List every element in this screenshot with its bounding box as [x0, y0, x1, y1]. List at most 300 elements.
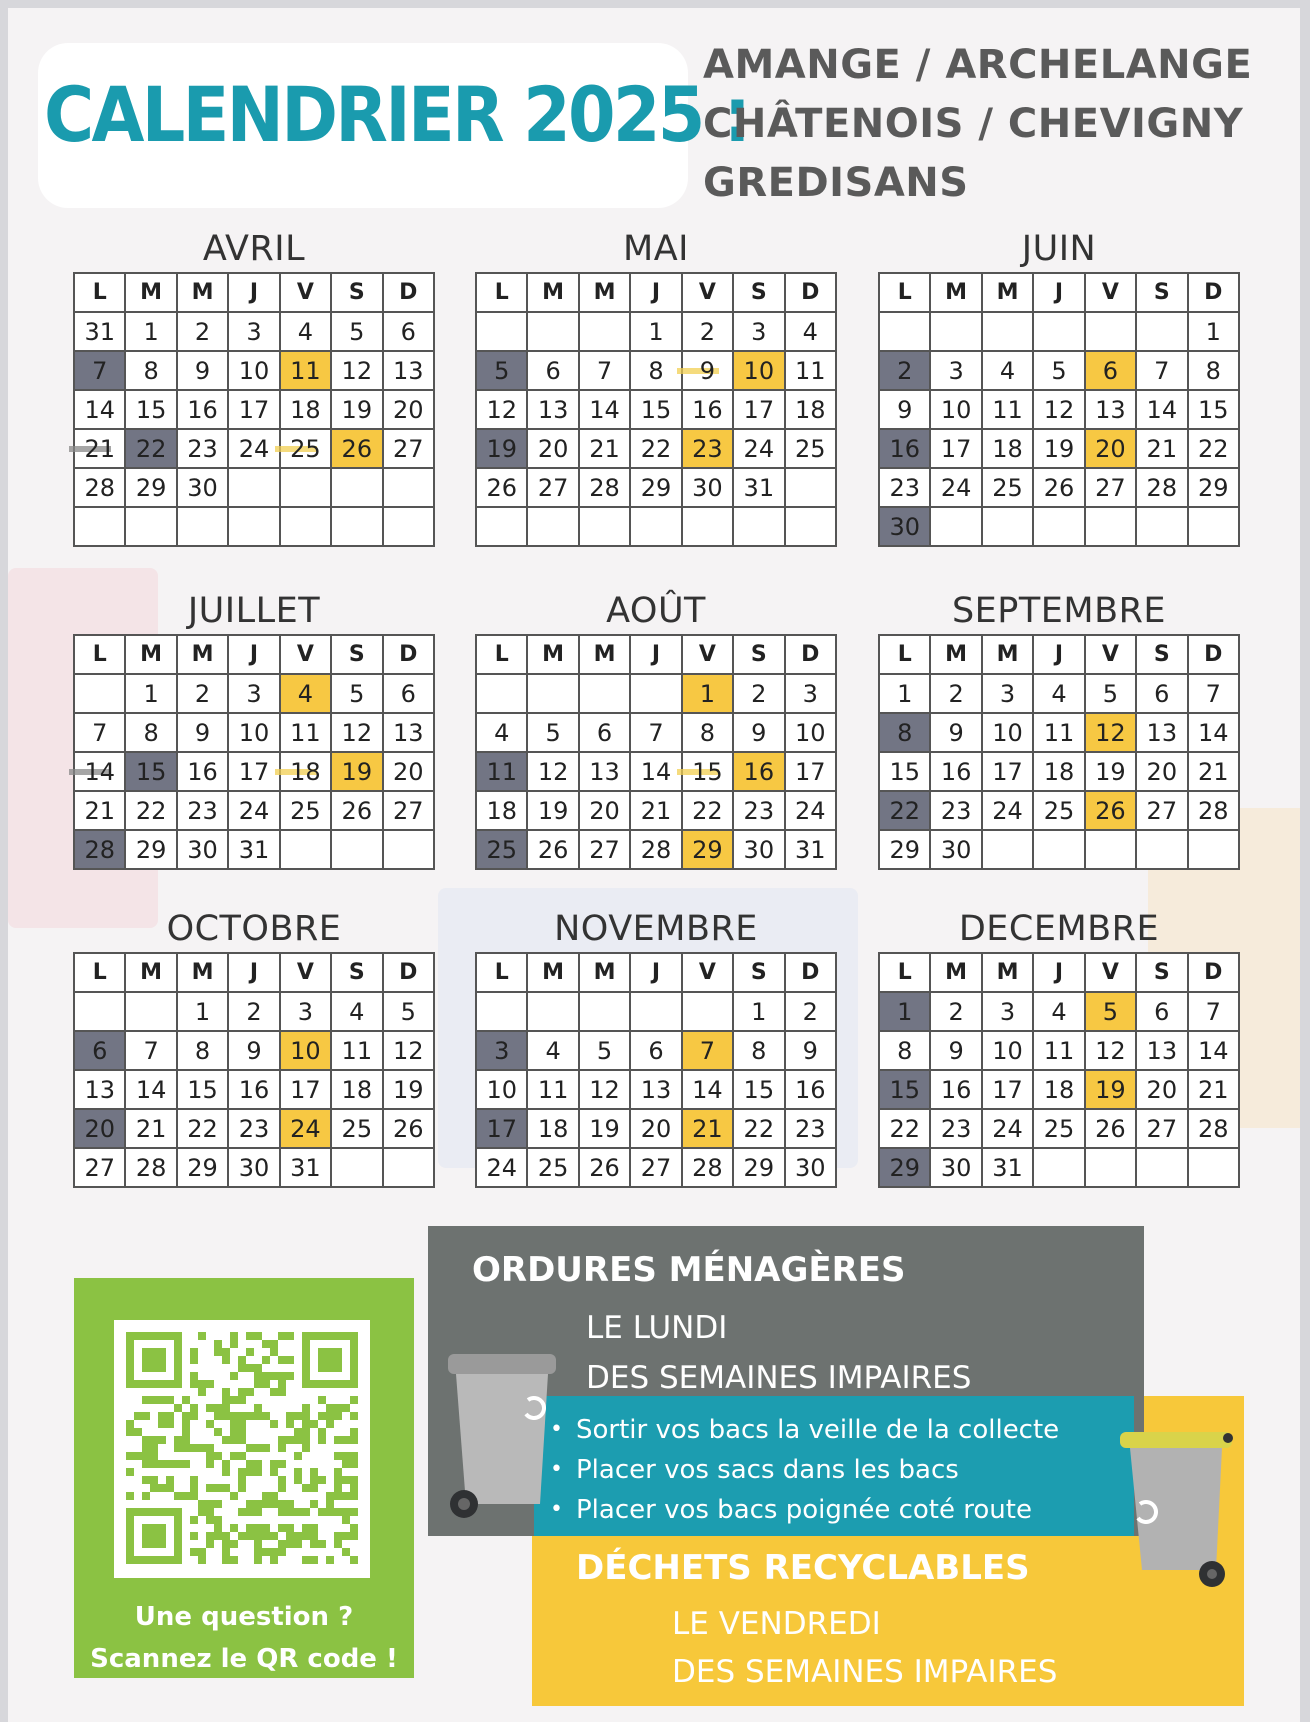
day-cell [383, 1031, 434, 1070]
week-row [476, 1109, 836, 1148]
weekday-label: M [527, 953, 578, 992]
day-number: 28 [135, 1153, 167, 1182]
day-number: 2 [802, 997, 818, 1026]
day-cell [1188, 713, 1239, 752]
day-cell [982, 390, 1033, 429]
day-cell [527, 429, 578, 468]
empty-day-cell [579, 312, 630, 351]
day-cell [733, 1109, 784, 1148]
day-number: 27 [84, 1153, 115, 1182]
day-number: 22 [187, 1114, 218, 1143]
day-cell-ordures [879, 1070, 930, 1109]
weekday-label: S [1136, 273, 1187, 312]
weekday-label: M [982, 635, 1033, 674]
weekday-label: L [74, 953, 125, 992]
weekday-label: D [785, 953, 836, 992]
day-number: 14 [1197, 1036, 1229, 1065]
day-cell [579, 713, 630, 752]
day-number: 22 [135, 796, 167, 825]
day-number: 17 [486, 1114, 517, 1143]
empty-day-cell [527, 674, 578, 713]
day-cell-recyclables [1085, 429, 1136, 468]
week-row [476, 752, 836, 791]
day-number: 4 [1051, 679, 1067, 708]
weekday-header-row [476, 953, 836, 992]
day-number: 27 [537, 473, 569, 502]
day-number: 30 [238, 1153, 270, 1182]
grey-trash-bin-icon [444, 1344, 564, 1524]
weekday-label: D [1188, 953, 1239, 992]
day-cell [1136, 429, 1187, 468]
day-number: 6 [1102, 356, 1119, 385]
day-cell [177, 752, 228, 791]
day-number: 11 [290, 356, 321, 385]
day-number: 21 [692, 1114, 723, 1143]
day-cell [785, 390, 836, 429]
weekday-header-row [74, 273, 434, 312]
day-number: 29 [135, 473, 167, 502]
day-number: 15 [135, 395, 167, 424]
day-number: 20 [392, 757, 424, 786]
weekday-label: M [579, 273, 630, 312]
day-number: 14 [135, 1075, 167, 1104]
day-number: 5 [400, 997, 416, 1026]
day-number: 19 [392, 1075, 424, 1104]
month-name: AOÛT [606, 591, 706, 631]
day-cell [1136, 351, 1187, 390]
day-number: 26 [1095, 796, 1126, 825]
day-number: 18 [290, 757, 321, 786]
week-row [476, 429, 836, 468]
day-number: 19 [1043, 434, 1075, 463]
day-cell [177, 1109, 228, 1148]
weekday-label: V [280, 273, 331, 312]
empty-day-cell [785, 468, 836, 507]
weekday-label: L [476, 635, 527, 674]
week-row [879, 1148, 1239, 1187]
empty-day-cell [630, 992, 681, 1031]
day-number: 4 [802, 317, 818, 346]
day-cell [383, 713, 434, 752]
tips-list [534, 1396, 1134, 1530]
day-number: 20 [537, 434, 569, 463]
day-number: 23 [187, 796, 218, 825]
day-number: 9 [948, 1036, 964, 1065]
day-cell [125, 1031, 176, 1070]
week-row [74, 992, 434, 1031]
week-row [476, 674, 836, 713]
day-cell [579, 468, 630, 507]
day-number: 5 [1102, 679, 1119, 708]
day-number: 16 [692, 395, 723, 424]
empty-day-cell [1085, 507, 1136, 546]
day-cell [733, 674, 784, 713]
day-number: 21 [84, 796, 115, 825]
day-cell [228, 674, 279, 713]
day-number: 22 [1197, 434, 1229, 463]
empty-day-cell [1033, 1148, 1084, 1187]
day-number: 23 [692, 434, 723, 463]
day-cell [733, 1148, 784, 1187]
week-row [476, 791, 836, 830]
day-cell [579, 390, 630, 429]
weekday-header-row [476, 635, 836, 674]
week-row [879, 1109, 1239, 1148]
day-cell [177, 429, 228, 468]
day-cell [1188, 390, 1239, 429]
week-row [879, 312, 1239, 351]
weekday-label: D [383, 953, 434, 992]
day-cell [331, 390, 382, 429]
day-cell [930, 752, 981, 791]
day-number: 4 [999, 356, 1016, 385]
day-cell [982, 1031, 1033, 1070]
day-number: 29 [889, 835, 920, 864]
day-cell [125, 1109, 176, 1148]
week-row [879, 752, 1239, 791]
day-number: 12 [392, 1036, 424, 1065]
day-cell [579, 429, 630, 468]
day-number: 10 [940, 395, 972, 424]
day-cell [476, 1070, 527, 1109]
day-cell [682, 713, 733, 752]
day-cell [177, 1070, 228, 1109]
day-number: 1 [699, 679, 716, 708]
day-cell [125, 791, 176, 830]
day-number: 13 [392, 356, 424, 385]
day-number: 18 [1043, 1075, 1075, 1104]
empty-day-cell [331, 507, 382, 546]
weekday-label: J [630, 273, 681, 312]
day-cell-recyclables [280, 1109, 331, 1148]
week-row [476, 713, 836, 752]
day-cell-ordures [476, 429, 527, 468]
day-cell-ordures [879, 429, 930, 468]
day-cell [331, 674, 382, 713]
day-cell [879, 752, 930, 791]
day-cell [1136, 992, 1187, 1031]
day-number: 13 [640, 1075, 672, 1104]
weekday-label: S [1136, 635, 1187, 674]
day-cell [879, 1031, 930, 1070]
day-number: 25 [290, 434, 321, 463]
day-cell [630, 1148, 681, 1187]
week-row [879, 830, 1239, 869]
day-cell [74, 1070, 125, 1109]
day-number: 4 [494, 718, 510, 747]
week-row [476, 468, 836, 507]
empty-day-cell [982, 507, 1033, 546]
day-cell [785, 674, 836, 713]
day-cell [74, 791, 125, 830]
qr-caption-line2: Scannez le QR code ! [90, 1644, 398, 1674]
day-cell [331, 1109, 382, 1148]
day-number: 29 [743, 1153, 775, 1182]
day-number: 9 [948, 718, 964, 747]
day-number: 12 [341, 356, 373, 385]
ordures-weeks: DES SEMAINES IMPAIRES [586, 1360, 972, 1396]
day-cell-recyclables [280, 674, 331, 713]
day-number: 24 [992, 796, 1023, 825]
day-number: 26 [486, 473, 517, 502]
week-row [74, 1109, 434, 1148]
day-cell-recyclables [331, 752, 382, 791]
day-number: 20 [1095, 434, 1126, 463]
tip-item: • Sortir vos bacs la veille de la collecte [576, 1410, 1134, 1450]
day-number: 11 [290, 718, 321, 747]
day-number: 25 [1043, 796, 1075, 825]
day-number: 14 [589, 395, 620, 424]
day-number: 28 [84, 835, 115, 864]
day-cell [733, 468, 784, 507]
weekday-label: S [331, 635, 382, 674]
day-cell [982, 674, 1033, 713]
weekday-label: V [682, 953, 733, 992]
day-cell [1033, 351, 1084, 390]
day-cell [733, 1031, 784, 1070]
day-number: 3 [999, 679, 1016, 708]
weekday-label: D [785, 635, 836, 674]
day-number: 9 [802, 1036, 818, 1065]
day-number: 11 [1043, 718, 1075, 747]
day-cell [785, 992, 836, 1031]
day-cell-recyclables [1085, 1070, 1136, 1109]
day-cell-ordures [74, 830, 125, 869]
empty-day-cell [383, 468, 434, 507]
day-cell [630, 351, 681, 390]
day-number: 6 [648, 1036, 664, 1065]
day-number: 19 [486, 434, 517, 463]
day-cell [527, 1148, 578, 1187]
page-title: CALENDRIER 2025 : [44, 70, 749, 159]
day-number: 1 [143, 679, 159, 708]
day-cell [1188, 992, 1239, 1031]
day-cell-ordures [476, 752, 527, 791]
day-cell [1085, 674, 1136, 713]
weekday-label: M [579, 635, 630, 674]
day-cell [177, 713, 228, 752]
tips-panel [534, 1396, 1134, 1536]
day-number: 30 [187, 835, 218, 864]
month-novembre [475, 906, 837, 1188]
day-number: 8 [648, 356, 664, 385]
day-number: 3 [948, 356, 964, 385]
week-row [74, 429, 434, 468]
week-row [476, 312, 836, 351]
day-cell-recyclables [733, 351, 784, 390]
day-cell [785, 713, 836, 752]
weekday-label: M [930, 273, 981, 312]
empty-day-cell [1136, 1148, 1187, 1187]
yellow-trash-bin-icon [1118, 1424, 1248, 1594]
weekday-label: V [1085, 635, 1136, 674]
day-cell [733, 992, 784, 1031]
day-cell [125, 1070, 176, 1109]
qr-caption [74, 1596, 414, 1680]
day-cell [74, 752, 125, 791]
weekday-header-row [879, 273, 1239, 312]
weekday-label: L [879, 635, 930, 674]
week-row [74, 1070, 434, 1109]
day-cell [331, 791, 382, 830]
day-cell [1188, 1109, 1239, 1148]
month-grid [73, 272, 435, 547]
day-number: 21 [640, 796, 672, 825]
day-cell [1033, 468, 1084, 507]
day-number: 15 [692, 757, 723, 786]
day-cell [280, 1148, 331, 1187]
day-number: 24 [940, 473, 972, 502]
day-number: 16 [940, 757, 972, 786]
weekday-label: M [177, 273, 228, 312]
day-cell [1085, 752, 1136, 791]
day-number: 3 [999, 997, 1016, 1026]
week-row [476, 351, 836, 390]
day-cell [331, 1031, 382, 1070]
day-number: 3 [751, 317, 767, 346]
day-number: 1 [143, 317, 159, 346]
day-number: 23 [238, 1114, 270, 1143]
day-cell [930, 674, 981, 713]
day-cell-ordures [476, 351, 527, 390]
weekday-label: S [733, 273, 784, 312]
day-number: 13 [1146, 1036, 1178, 1065]
day-cell [930, 830, 981, 869]
empty-day-cell [579, 992, 630, 1031]
day-cell [733, 1070, 784, 1109]
day-number: 24 [290, 1114, 321, 1143]
day-cell [527, 1031, 578, 1070]
day-cell [383, 674, 434, 713]
day-cell [982, 351, 1033, 390]
day-cell [785, 752, 836, 791]
month-decembre [878, 906, 1240, 1188]
week-row [879, 1031, 1239, 1070]
empty-day-cell [331, 1148, 382, 1187]
day-number: 4 [545, 1036, 561, 1065]
day-cell [177, 468, 228, 507]
day-number: 2 [897, 356, 913, 385]
day-number: 9 [897, 395, 913, 424]
day-cell [228, 390, 279, 429]
day-number: 7 [596, 356, 613, 385]
day-cell [177, 791, 228, 830]
day-cell [280, 791, 331, 830]
day-cell [125, 713, 176, 752]
day-number: 15 [889, 1075, 920, 1104]
day-number: 22 [889, 796, 920, 825]
day-number: 28 [84, 473, 115, 502]
empty-day-cell [280, 468, 331, 507]
day-cell [527, 752, 578, 791]
day-number: 11 [1043, 1036, 1075, 1065]
empty-day-cell [527, 312, 578, 351]
day-number: 8 [143, 718, 159, 747]
day-number: 25 [1043, 1114, 1075, 1143]
day-number: 20 [640, 1114, 672, 1143]
day-number: 30 [889, 512, 920, 541]
recyclables-day: LE VENDREDI [672, 1606, 881, 1642]
day-number: 22 [692, 796, 723, 825]
day-cell [785, 351, 836, 390]
empty-day-cell [982, 312, 1033, 351]
day-cell [630, 429, 681, 468]
day-cell-recyclables [682, 674, 733, 713]
day-cell [125, 674, 176, 713]
weekday-label: D [383, 273, 434, 312]
empty-day-cell [476, 312, 527, 351]
day-cell [630, 1031, 681, 1070]
day-cell-ordures [879, 351, 930, 390]
day-number: 6 [596, 718, 613, 747]
day-cell [74, 468, 125, 507]
day-cell [177, 992, 228, 1031]
day-number: 10 [794, 718, 826, 747]
day-cell [527, 390, 578, 429]
day-number: 14 [640, 757, 672, 786]
day-cell [682, 390, 733, 429]
day-cell-ordures [879, 713, 930, 752]
day-number: 13 [537, 395, 569, 424]
weekday-label: L [74, 635, 125, 674]
day-number: 11 [794, 356, 826, 385]
villages-list [703, 36, 1252, 213]
day-number: 25 [992, 473, 1023, 502]
day-cell [930, 429, 981, 468]
empty-day-cell [527, 992, 578, 1031]
day-number: 29 [692, 835, 723, 864]
month-mai [475, 226, 837, 547]
day-number: 11 [486, 757, 517, 786]
day-number: 5 [596, 1036, 613, 1065]
day-cell [785, 791, 836, 830]
empty-day-cell [125, 507, 176, 546]
day-cell [228, 351, 279, 390]
day-number: 23 [940, 1114, 972, 1143]
week-row [74, 1148, 434, 1187]
week-row [74, 1031, 434, 1070]
empty-day-cell [280, 507, 331, 546]
week-row [74, 351, 434, 390]
day-number: 1 [648, 317, 664, 346]
weekday-label: S [733, 953, 784, 992]
week-row [879, 507, 1239, 546]
day-cell [177, 830, 228, 869]
day-number: 5 [545, 718, 561, 747]
day-cell [1188, 1031, 1239, 1070]
week-row [74, 752, 434, 791]
day-number: 5 [1102, 997, 1119, 1026]
day-number: 19 [1095, 1075, 1126, 1104]
recyclables-title: DÉCHETS RECYCLABLES [576, 1548, 1030, 1588]
empty-day-cell [1188, 507, 1239, 546]
day-number: 13 [1095, 395, 1126, 424]
day-cell [476, 390, 527, 429]
month-name: SEPTEMBRE [951, 591, 1167, 631]
day-cell [682, 468, 733, 507]
day-number: 1 [897, 997, 913, 1026]
day-number: 5 [1051, 356, 1067, 385]
day-cell [280, 312, 331, 351]
tip-item: • Placer vos bacs poignée coté route [576, 1490, 1134, 1530]
day-cell [982, 752, 1033, 791]
day-cell [280, 713, 331, 752]
weekday-label: J [1033, 635, 1084, 674]
day-cell [383, 791, 434, 830]
day-number: 25 [794, 434, 826, 463]
day-number: 17 [743, 395, 775, 424]
week-row [74, 713, 434, 752]
